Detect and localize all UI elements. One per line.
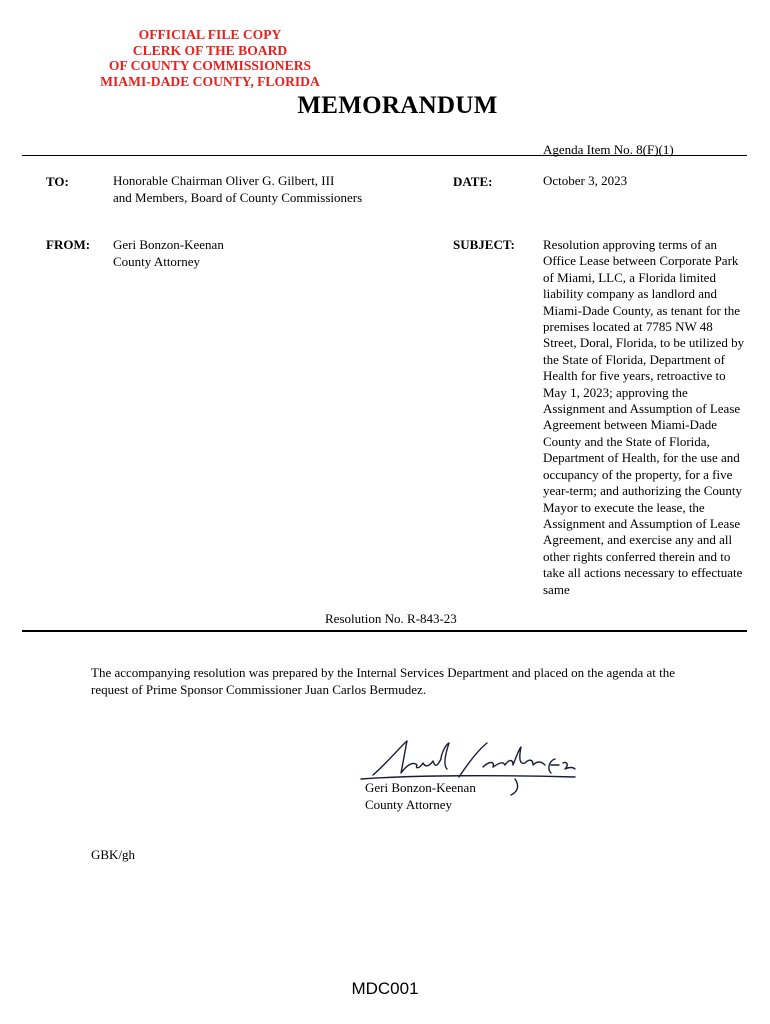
to-line-1: Honorable Chairman Oliver G. Gilbert, III	[113, 173, 335, 188]
signature-stroke-5	[549, 759, 575, 773]
signature-stroke-1	[373, 741, 449, 775]
document-code: MDC001	[351, 979, 419, 998]
to-line-2: and Members, Board of County Commissioners	[113, 189, 363, 205]
from-sender	[113, 237, 224, 270]
signature-stroke-3	[483, 747, 545, 767]
agenda-item-number: Agenda Item No. 8(F)(1)	[543, 142, 674, 157]
stamp-line-1: OFFICIAL FILE COPY	[138, 27, 282, 42]
from-line-2: County Attorney	[113, 253, 201, 269]
from-line-1: Geri Bonzon-Keenan	[113, 237, 224, 252]
date-value: October 3, 2023	[543, 173, 628, 188]
signatory-block	[365, 780, 476, 813]
signatory-name: Geri Bonzon-Keenan	[365, 780, 476, 795]
header-divider	[22, 155, 747, 156]
subject-label: SUBJECT:	[453, 237, 515, 252]
body-divider	[22, 630, 747, 632]
signature-stroke-2	[459, 743, 487, 777]
to-label: TO:	[46, 174, 69, 189]
memo-body: The accompanying resolution was prepared by the Internal Services Department and placed on the agenda at the request of Prime Sponsor Commissioner Juan Carlos Bermudez.	[91, 665, 676, 697]
resolution-number: Resolution No. R-843-23	[325, 611, 457, 626]
stamp-line-2: CLERK OF THE BOARD	[132, 42, 288, 58]
to-recipient	[113, 173, 362, 206]
stamp-line-3: OF COUNTY COMMISSIONERS	[108, 58, 312, 73]
from-label: FROM:	[46, 237, 91, 252]
memo-title: MEMORANDUM	[297, 92, 498, 119]
signature-stroke-4	[511, 779, 518, 795]
typist-initials: GBK/gh	[91, 847, 136, 862]
stamp-line-4: MIAMI-DADE COUNTY, FLORIDA	[100, 73, 320, 89]
subject-text: Resolution approving terms of an Office Lease between Corporate Park of Miami, LLC, a Florida limited liability company as landlord and Miami-Dade County, as tenant for the premises located at 7785 NW 48 Street, Doral, Florida, to be utilized by the State of Florida, Department of Health for five years, retroactive to May 1, 2023; approving the Assignment and Assumption of Lease Agreement between Miami-Dade County and the State of Florida, Department of Health, for the use and occupancy of the property, for a five year-term; and authorizing the County Mayor to execute the lease, the Assignment and Assumption of Lease Agreement, and exercise any and all other rights conferred therein and to take all actions necessary to effectuate same	[543, 237, 745, 597]
signatory-title: County Attorney	[365, 796, 453, 812]
date-label: DATE:	[453, 174, 493, 189]
signature-baseline	[361, 776, 575, 779]
official-file-copy-stamp	[60, 27, 360, 89]
